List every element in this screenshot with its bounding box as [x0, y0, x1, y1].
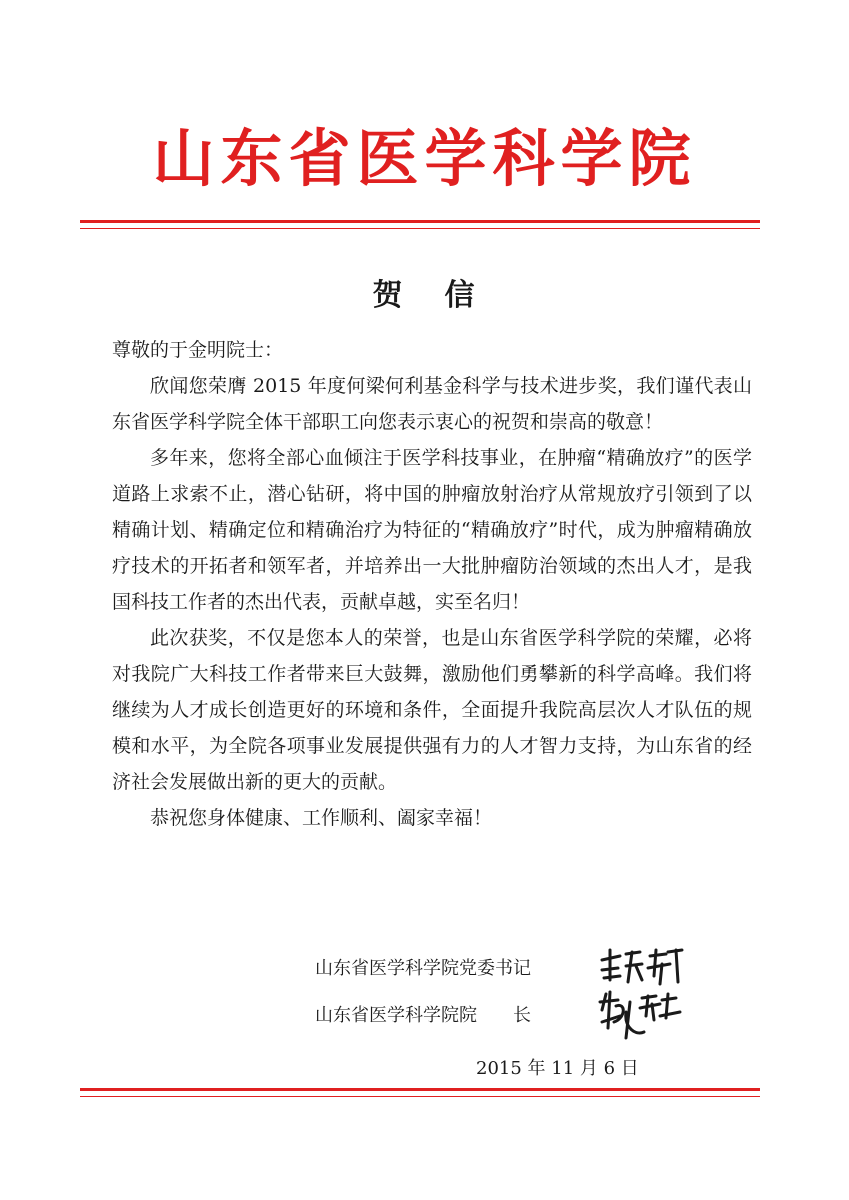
signatory-president: [315, 1007, 587, 1025]
signatory-title: 山东省医学科学院党委书记: [315, 958, 531, 979]
signatory-party-secretary: [315, 960, 587, 978]
paragraph: 多年来，您将全部心血倾注于医学科技事业，在肿瘤“精确放疗”的医学道路上求索不止，潜心钻研，将中国的肿瘤放射治疗从常规放疗引领到了以精确计划、精确定位和精确治疗为特征的“精确放疗”时代，成为肿瘤精确放疗技术的开拓者和领军者，并培养出一大批肿瘤防治领域的杰出人才，是我国科技工作者的杰出代表，贡献卓越，实至名归！: [112, 447, 752, 613]
signature-party-secretary: [598, 946, 688, 988]
letter-title-char: 贺: [372, 278, 405, 313]
paragraph: 此次获奖，不仅是您本人的荣誉，也是山东省医学科学院的荣耀，必将对我院广大科技工作者带来巨大鼓舞，激励他们勇攀新的科学高峰。我们将继续为人才成长创造更好的环境和条件，全面提升我院高层次人才队伍的规模和水平，为全院各项事业发展提供强有力的人才智力支持，为山东省的经济社会发展做出新的更大的贡献。: [112, 627, 752, 793]
footer-rule-thick: [80, 1088, 760, 1091]
letter-title-char: 信: [444, 278, 477, 313]
signature-president: [596, 988, 684, 1046]
letter-body: [112, 332, 752, 836]
institution-letterhead: 山东省医学科学院: [152, 122, 697, 195]
paragraph: 欣闻您荣膺 2015 年度何梁何利基金科学与技术进步奖，我们谨代表山东省医学科学院全体干部职工向您表示衷心的祝贺和崇高的敬意！: [112, 375, 752, 433]
footer-rule-thin: [80, 1096, 760, 1097]
letter-title: [0, 270, 849, 314]
signatory-title: 山东省医学科学院院 长: [315, 1005, 531, 1026]
header-rule-thin: [80, 228, 760, 229]
paragraph: 恭祝您身体健康、工作顺利、阖家幸福！: [150, 807, 493, 829]
salutation: 尊敬的于金明院士：: [112, 339, 284, 361]
header-rule-thick: [80, 220, 760, 223]
letter-date: 2015 年 11 月 6 日: [476, 1058, 639, 1079]
